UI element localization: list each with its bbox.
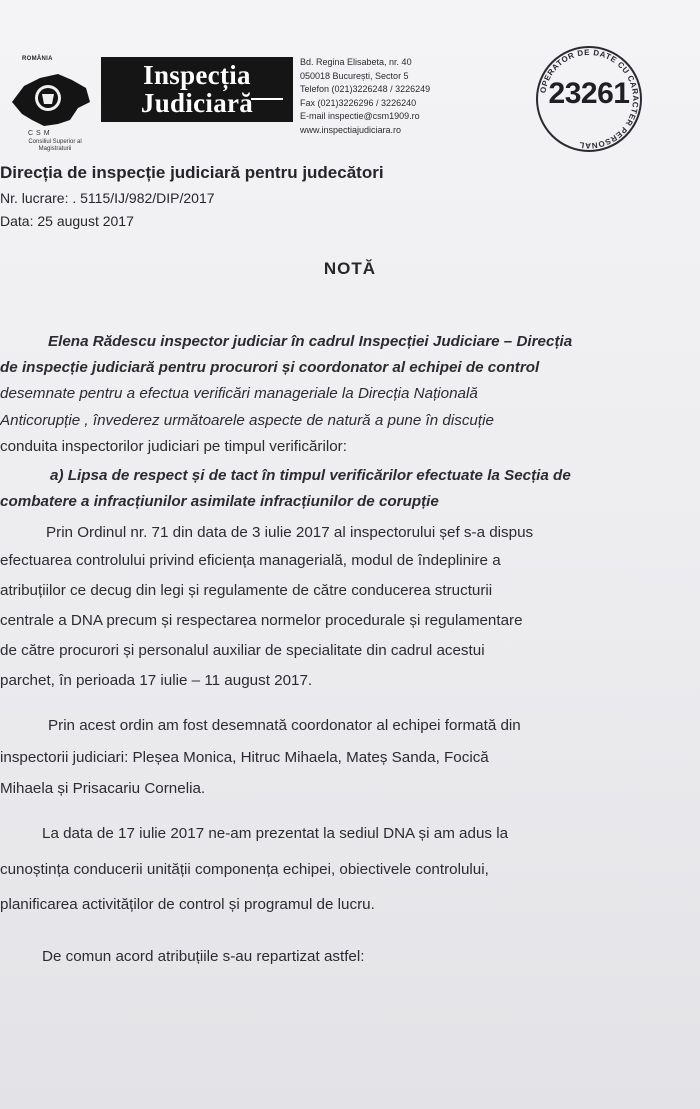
body-line: centrale a DNA precum și respectarea normelor procedurale și regulamentare [0, 612, 523, 629]
document-title: NOTĂ [323, 259, 377, 278]
contact-phone: Telefon (021)3226248 / 3226249 [300, 84, 431, 95]
letterhead [0, 40, 700, 160]
csm-logo-top-text: ROMÂNIA [22, 56, 53, 62]
contact-block [300, 56, 430, 138]
stamp-ring-text: OPERATOR DE DATE CU CARACTER PERSONAL [538, 47, 641, 151]
registration-number: Nr. lucrare: . 5115/IJ/982/DIP/2017 [0, 190, 215, 206]
body-line: De comun acord atribuțiile s-au repartizat astfel: [42, 948, 365, 965]
body-line: efectuarea controlului privind eficiența managerială, modul de îndeplinire a [0, 552, 501, 569]
data-operator-stamp [534, 44, 644, 154]
directorate-name: Direcția de inspecție judiciară pentru judecători [0, 163, 384, 182]
csm-logo-name: Consiliul Superior al Magistraturii [28, 139, 82, 152]
body-line: Prin acest ordin am fost desemnată coordonator al echipei formată din [48, 717, 521, 734]
body-line: Prin Ordinul nr. 71 din data de 3 iulie 2017 al inspectorului șef s-a dispus [46, 524, 534, 541]
contact-city: 050018 București, Sector 5 [300, 70, 409, 81]
body-line: de inspecție judiciară pentru procurori și coordonator al echipei de control [0, 359, 540, 376]
body-line: de către procurori și personalul auxiliar de specialitate din cadrul acestui [0, 642, 485, 659]
body-line: La data de 17 iulie 2017 ne-am prezentat la sediul DNA și am adus la [42, 825, 509, 842]
body-line: desemnate pentru a efectua verificări manageriale la Direcția Națională [0, 385, 478, 402]
body-line: cunoștința conducerii unității componența echipei, obiectivele controlului, [0, 861, 489, 878]
stamp-number: 23261 [548, 77, 630, 110]
contact-email: E-mail inspectie@csm1909.ro [300, 111, 420, 122]
body-line: inspectorii judiciari: Pleșea Monica, Hitruc Mihaela, Mateș Sanda, Focică [0, 749, 489, 766]
document-date: Data: 25 august 2017 [0, 213, 134, 229]
csm-logo-abbr: CSM [28, 130, 53, 137]
section-heading-line: combatere a infracțiunilor asimilate infracțiunilor de corupție [0, 493, 439, 510]
logo-line-2: Judiciară [140, 88, 254, 118]
contact-address: Bd. Regina Elisabeta, nr. 40 [300, 57, 412, 67]
contact-website: www.inspectiajudiciara.ro [300, 124, 402, 135]
body-line: Mihaela și Prisacariu Cornelia. [0, 780, 206, 797]
body-line: atribuțiilor ce decug din legi și regulamente de către conducerea structurii [0, 582, 493, 599]
csm-logo [6, 56, 94, 164]
body-line: planificarea activităților de control și programul de lucru. [0, 896, 375, 913]
body-line: conduita inspectorilor judiciari pe timpul verificărilor: [0, 438, 347, 455]
inspectia-judiciara-logo [101, 57, 293, 122]
body-line: Anticorupție , învederez următoarele aspecte de natură a pune în discuție [0, 412, 494, 429]
csm-emblem-icon [6, 68, 94, 130]
body-line: Elena Rădescu inspector judiciar în cadrul Inspecției Judiciare – Direcția [48, 333, 573, 350]
section-heading-line: a) Lipsa de respect și de tact în timpul verificărilor efectuate la Secția de [50, 467, 571, 484]
contact-fax: Fax (021)3226296 / 3226240 [300, 97, 417, 108]
body-line: parchet, în perioada 17 iulie – 11 august 2017. [0, 672, 313, 689]
logo-line-1: Inspecția [143, 60, 251, 90]
